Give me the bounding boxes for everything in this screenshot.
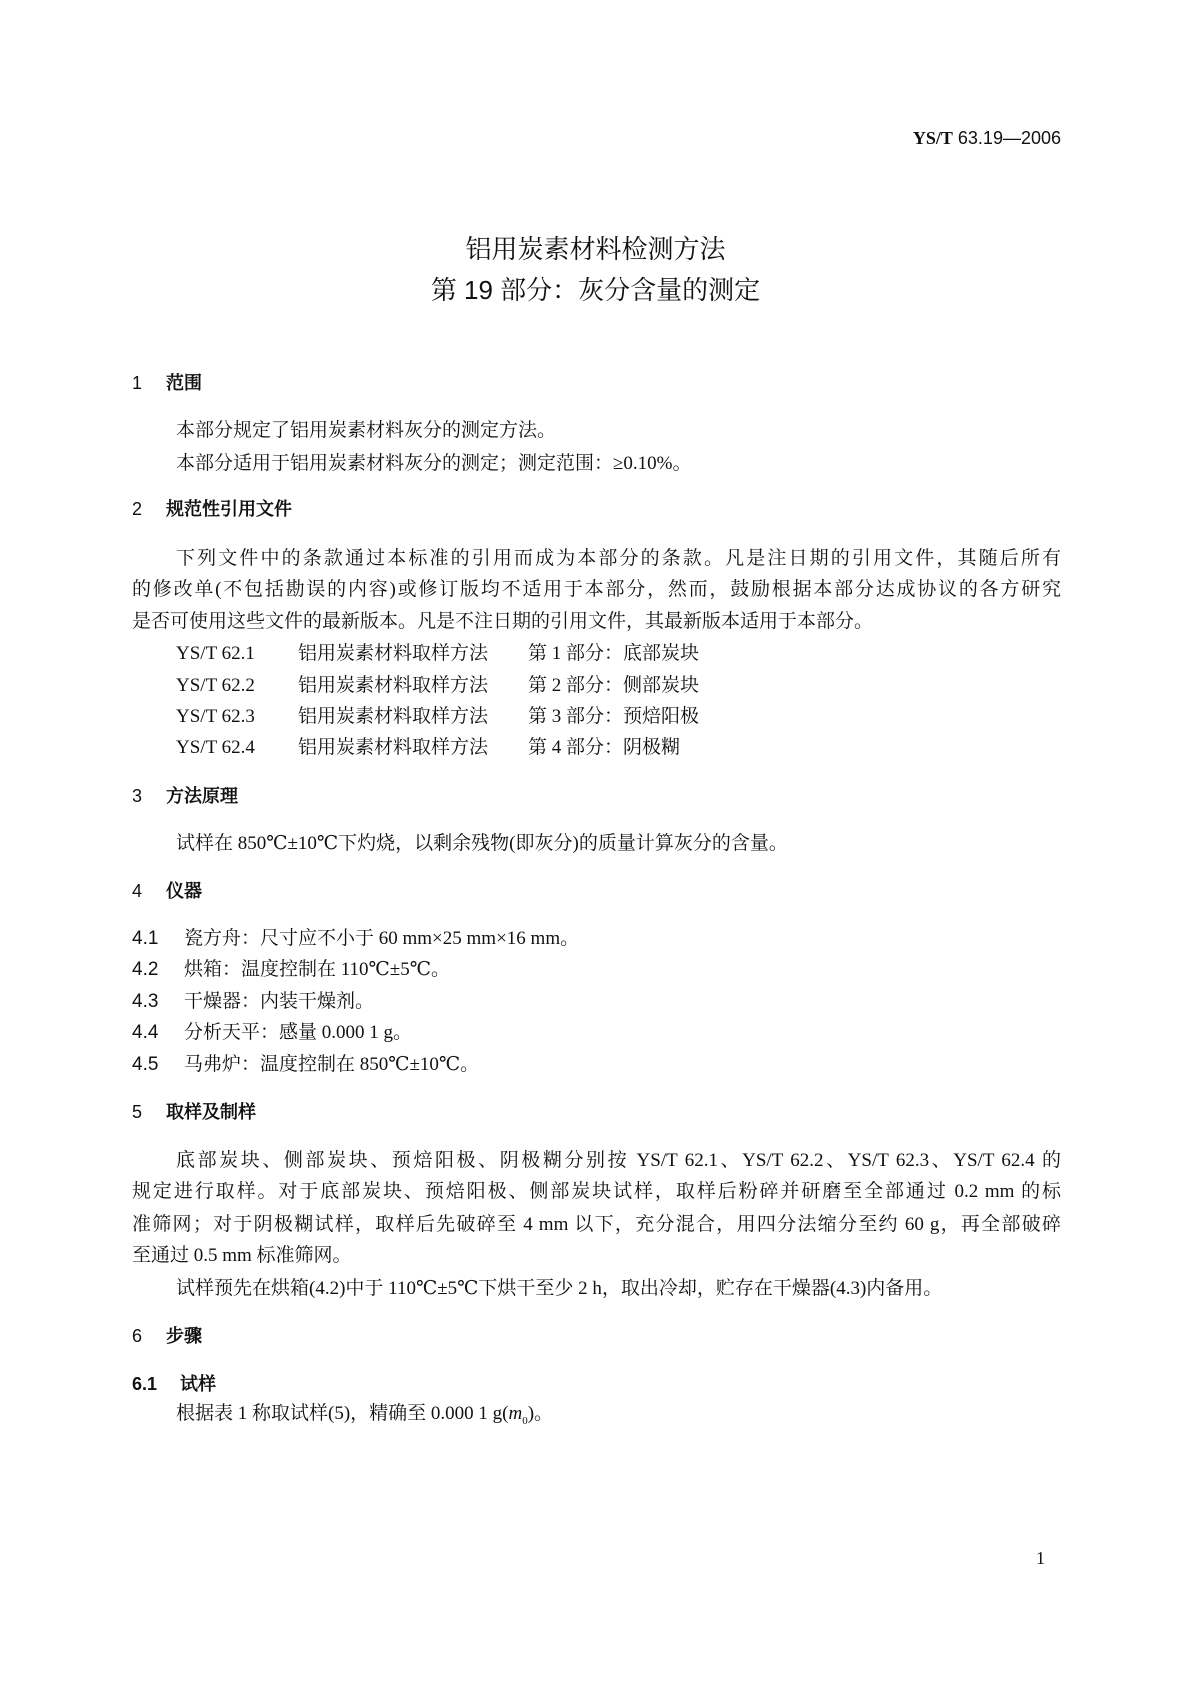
page-number: 1 xyxy=(1036,1548,1045,1568)
section-heading-5: 5 取样及制样 xyxy=(132,1102,256,1122)
apparatus-item: 4.1 瓷方舟：尺寸应不小于 60 mm×25 mm×16 mm。 xyxy=(132,928,580,949)
standard-code xyxy=(913,128,1061,149)
paragraph-line: 至通过 0.5 mm 标准筛网。 xyxy=(132,1245,352,1266)
section-heading-4: 4 仪器 xyxy=(132,881,202,901)
paragraph: 本部分适用于铝用炭素材料灰分的测定；测定范围：≥0.10%。 xyxy=(176,453,692,474)
paragraph-line: 底部炭块、侧部炭块、预焙阳极、阴极糊分别按 YS/T 62.1、YS/T 62.2、YS/T 62.3、YS/T 62.4 的 xyxy=(176,1150,1061,1171)
section-heading-2: 2 规范性引用文件 xyxy=(132,499,292,519)
section-heading-6: 6 步骤 xyxy=(132,1326,202,1346)
section-heading-1: 1 范围 xyxy=(132,373,202,393)
paragraph-line: 是否可使用这些文件的最新版本。凡是不注日期的引用文件，其最新版本适用于本部分。 xyxy=(132,611,874,632)
standard-prefix: YS/T xyxy=(912,128,953,148)
reference-item: YS/T 62.1 铝用炭素材料取样方法 第 1 部分：底部炭块 xyxy=(176,643,700,664)
apparatus-item: 4.5 马弗炉：温度控制在 850℃±10℃。 xyxy=(132,1054,480,1075)
section-heading-3: 3 方法原理 xyxy=(132,786,238,806)
reference-item: YS/T 62.2 铝用炭素材料取样方法 第 2 部分：侧部炭块 xyxy=(176,675,700,696)
paragraph-line: 准筛网；对于阴极糊试样，取样后先破碎至 4 mm 以下，充分混合，用四分法缩分至约 60 g，再全部破碎 xyxy=(132,1214,1061,1235)
apparatus-item: 4.4 分析天平：感量 0.000 1 g。 xyxy=(132,1022,413,1043)
standard-number: 63.19—2006 xyxy=(957,128,1061,148)
apparatus-item: 4.3 干燥器：内装干燥剂。 xyxy=(132,991,375,1012)
reference-item: YS/T 62.4 铝用炭素材料取样方法 第 4 部分：阴极糊 xyxy=(176,737,681,758)
document-title: 铝用炭素材料检测方法 xyxy=(465,234,726,264)
paragraph: 试样在 850℃±10℃下灼烧，以剩余残物(即灰分)的质量计算灰分的含量。 xyxy=(176,833,788,854)
paragraph: 本部分规定了铝用炭素材料灰分的测定方法。 xyxy=(176,420,557,441)
document-subtitle: 第 19 部分：灰分含量的测定 xyxy=(430,275,761,305)
paragraph-line: 的修改单(不包括勘误的内容)或修订版均不适用于本部分，然而，鼓励根据本部分达成协议的各方研究 xyxy=(132,579,1061,600)
paragraph-line: 下列文件中的条款通过本标准的引用而成为本部分的条款。凡是注日期的引用文件，其随后所有 xyxy=(176,548,1061,569)
paragraph-line: 规定进行取样。对于底部炭块、预焙阳极、侧部炭块试样，取样后粉碎并研磨至全部通过 0.2 mm 的标 xyxy=(132,1181,1061,1202)
paragraph: 根据表 1 称取试样(5)，精确至 0.000 1 $g(m_0)$。 xyxy=(176,1403,554,1427)
reference-item: YS/T 62.3 铝用炭素材料取样方法 第 3 部分：预焙阳极 xyxy=(176,706,700,727)
subsection-heading-6-1: 6.1 试样 xyxy=(132,1374,216,1394)
paragraph: 试样预先在烘箱(4.2)中于 110℃±5℃下烘干至少 2 h，取出冷却，贮存在干燥器(4.3)内备用。 xyxy=(176,1278,943,1299)
apparatus-item: 4.2 烘箱：温度控制在 110℃±5℃。 xyxy=(132,959,450,980)
